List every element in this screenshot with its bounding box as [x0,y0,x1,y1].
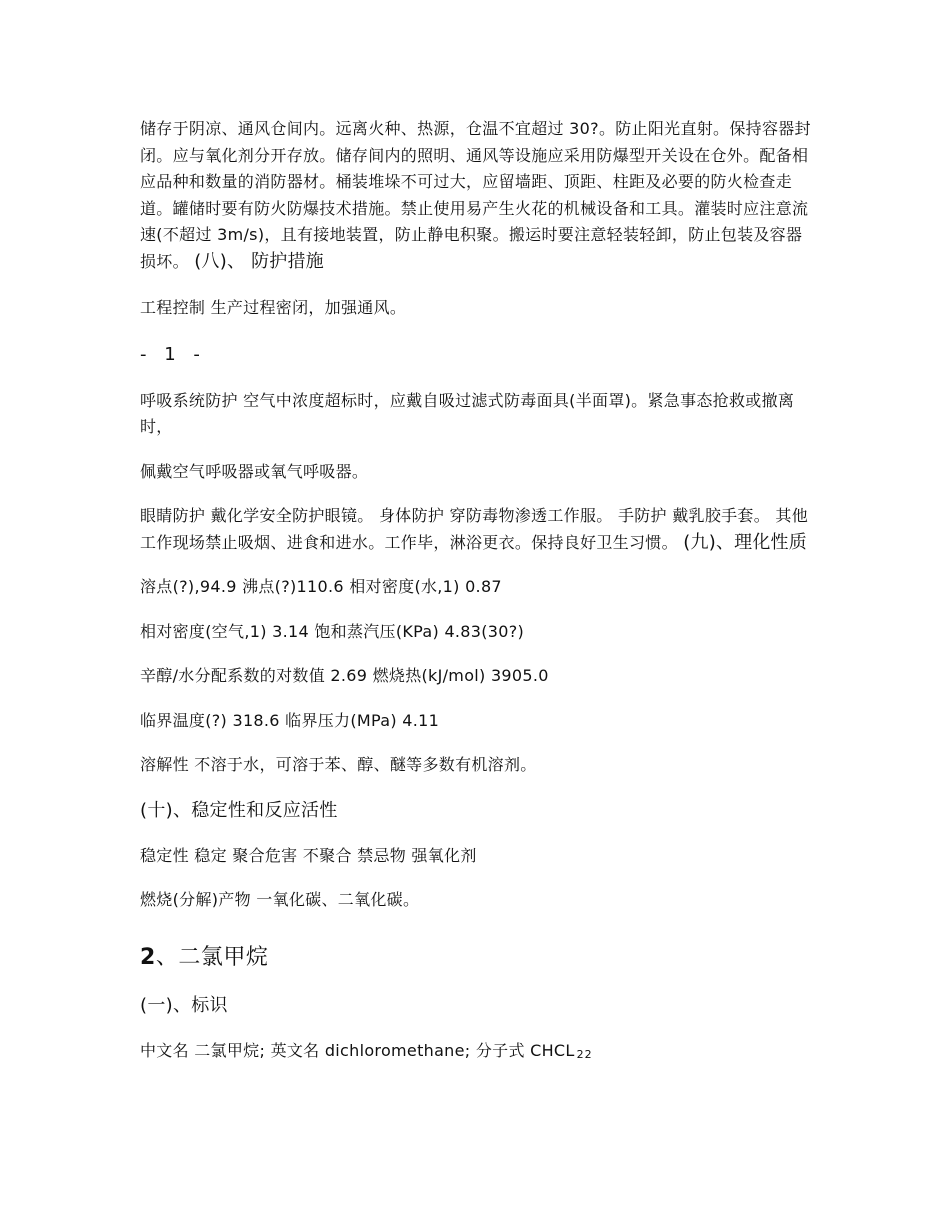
critical-values-text: 临界温度(?) 318.6 临界压力(MPa) 4.11 [140,710,440,730]
melting-boiling-text: 溶点(?),94.9 沸点(?)110.6 相对密度(水,1) 0.87 [140,577,502,596]
octanol-water-text: 辛醇/水分配系数的对数值 2.69 燃烧热(kJ/mol) 3905.0 [140,666,549,685]
solubility-text: 溶解性 不溶于水，可溶于苯、醇、醚等多数有机溶剂。 [140,755,537,774]
section-number: 2 [140,944,156,970]
storage-text: 储存于阴凉、通风仓间内。远离火种、热源，仓温不宜超过 30?。防止阳光直射。保持容器封闭。应与氧化剂分开存放。储存间内的照明、通风等设施应采用防爆型开关设在仓外。配备相应品种和数量的消防器材。桶装堆垛不可过大，应留墙距、顶距、柱距及必要的防火检查走道。罐储时要有防火防爆技术措施。禁止使用易产生火花的机械设备和工具。灌装时应注意流速(不超过 3m/s)，且有接地装置，防止静电积聚。搬运时要注意轻装轻卸，防止包装及容器损坏。 [140,119,811,271]
section-title [140,942,812,974]
section-title-text: 、二氯甲烷 [155,944,269,970]
storage-paragraph [140,116,812,275]
protection-heading: (八)、 防护措施 [194,250,324,272]
identification-heading: (一)、标识 [140,994,228,1016]
body-protection-text: 眼睛防护 戴化学安全防护眼镜。 身体防护 穿防毒物渗透工作服。 手防护 戴乳胶手套。 其他 工作现场禁止吸烟、进食和进水。工作毕，淋浴更衣。保持良好卫生习惯。 [140,506,809,552]
identification-text [140,1038,812,1069]
identity-text: 中文名 二氯甲烷; 英文名 dichloromethane; 分子式 CHCL [140,1040,575,1060]
combustion-products-text: 燃烧(分解)产物 一氧化碳、二氧化碳。 [140,890,420,909]
document-body [140,116,812,1068]
stability-heading: (十)、稳定性和反应活性 [140,799,338,821]
respiratory-continuation-text: 佩戴空气呼吸器或氧气呼吸器。 [140,461,369,481]
engineering-control-text: 工程控制 生产过程密闭，加强通风。 [140,298,407,317]
formula-subscript: 22 [576,1047,593,1061]
physchem-heading: (九)、理化性质 [683,531,807,553]
stability-text: 稳定性 稳定 聚合危害 不聚合 禁忌物 强氧化剂 [140,845,477,865]
page-number: - 1 - [140,343,206,365]
density-air-text: 相对密度(空气,1) 3.14 饱和蒸汽压(KPa) 4.83(30?) [140,621,525,641]
body-protection-paragraph [140,503,812,556]
respiratory-protection-text: 呼吸系统防护 空气中浓度超标时，应戴自吸过滤式防毒面具(半面罩)。紧急事态抢救或撤离时， [140,390,795,436]
